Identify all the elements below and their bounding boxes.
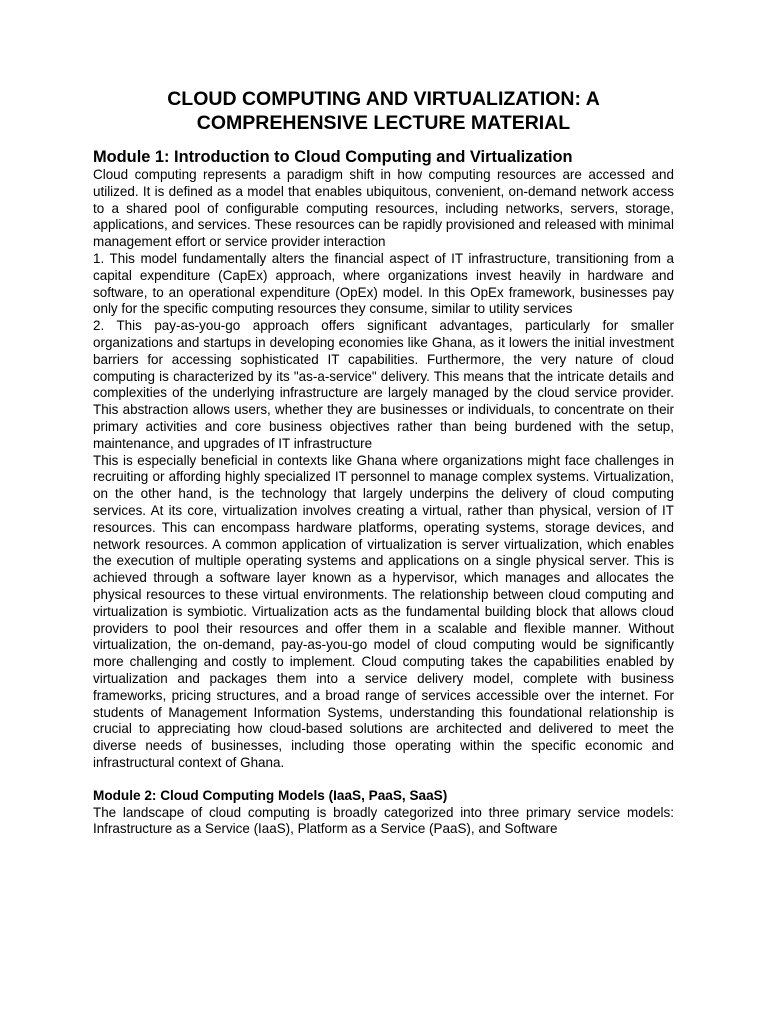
module-2-section [93,787,674,839]
document-title: CLOUD COMPUTING AND VIRTUALIZATION: A COMPREHENSIVE LECTURE MATERIAL [167,88,600,134]
module-1-paragraph-1: Cloud computing represents a paradigm shift in how computing resources are accessed and utilized. It is defined as a model that enables ubiquitous, convenient, on-demand network access to a shared pool of configurable computing resources, including networks, servers, storage, applications, and services. These resources can be rapidly provisioned and released with minimal management effort or service provider interaction [93,167,674,250]
module-1-paragraph-4: This is especially beneficial in contexts like Ghana where organizations might face challenges in recruiting or affording highly specialized IT personnel to manage complex systems. Virtualization, on the other hand, is the technology that largely underpins the delivery of cloud computing services. At its core, virtualization involves creating a virtual, rather than physical, version of IT resources. This can encompass hardware platforms, operating systems, storage devices, and network resources. A common application of virtualization is server virtualization, which enables the execution of multiple operating systems and applications on a single physical server. This is achieved through a software layer known as a hypervisor, which manages and allocates the physical resources to these virtual environments. The relationship between cloud computing and virtualization is symbiotic. Virtualization acts as the fundamental building block that allows cloud providers to pool their resources and offer them in a scalable and flexible manner. Without virtualization, the on-demand, pay-as-you-go model of cloud computing would be significantly more challenging and costly to implement. Cloud computing takes the capabilities enabled by virtualization and packages them into a service delivery model, complete with business frameworks, pricing structures, and a broad range of services accessible over the internet. For students of Management Information Systems, understanding this foundational relationship is crucial to appreciating how cloud-based solutions are architected and delivered to meet the diverse needs of businesses, including those operating within the specific economic and infrastructural context of Ghana. [93,452,674,770]
module-2-paragraph-1: The landscape of cloud computing is broadly categorized into three primary service models: Infrastructure as a Service (IaaS), Platform as a Service (PaaS), and Software [93,804,674,837]
module-1-heading: Module 1: Introduction to Cloud Computing and Virtualization [93,148,573,166]
module-1-paragraph-2: 1. This model fundamentally alters the financial aspect of IT infrastructure, transitioning from a capital expenditure (CapEx) approach, where organizations invest heavily in hardware and software, to an operational expenditure (OpEx) model. In this OpEx framework, businesses pay only for the specific computing resources they consume, similar to utility services [93,250,674,317]
module-1-section [93,147,674,772]
module-2-heading: Module 2: Cloud Computing Models (IaaS, PaaS, SaaS) [93,787,448,803]
module-1-paragraph-3: 2. This pay-as-you-go approach offers significant advantages, particularly for smaller organizations and startups in developing economies like Ghana, as it lowers the initial investment barriers for accessing sophisticated IT capabilities. Furthermore, the very nature of cloud computing is characterized by its "as-a-service" delivery. This means that the intricate details and complexities of the underlying infrastructure are largely managed by the cloud service provider. This abstraction allows users, whether they are businesses or individuals, to concentrate on their primary activities and core business objectives rather than being burdened with the setup, maintenance, and upgrades of IT infrastructure [93,318,674,451]
document-page [93,87,674,838]
